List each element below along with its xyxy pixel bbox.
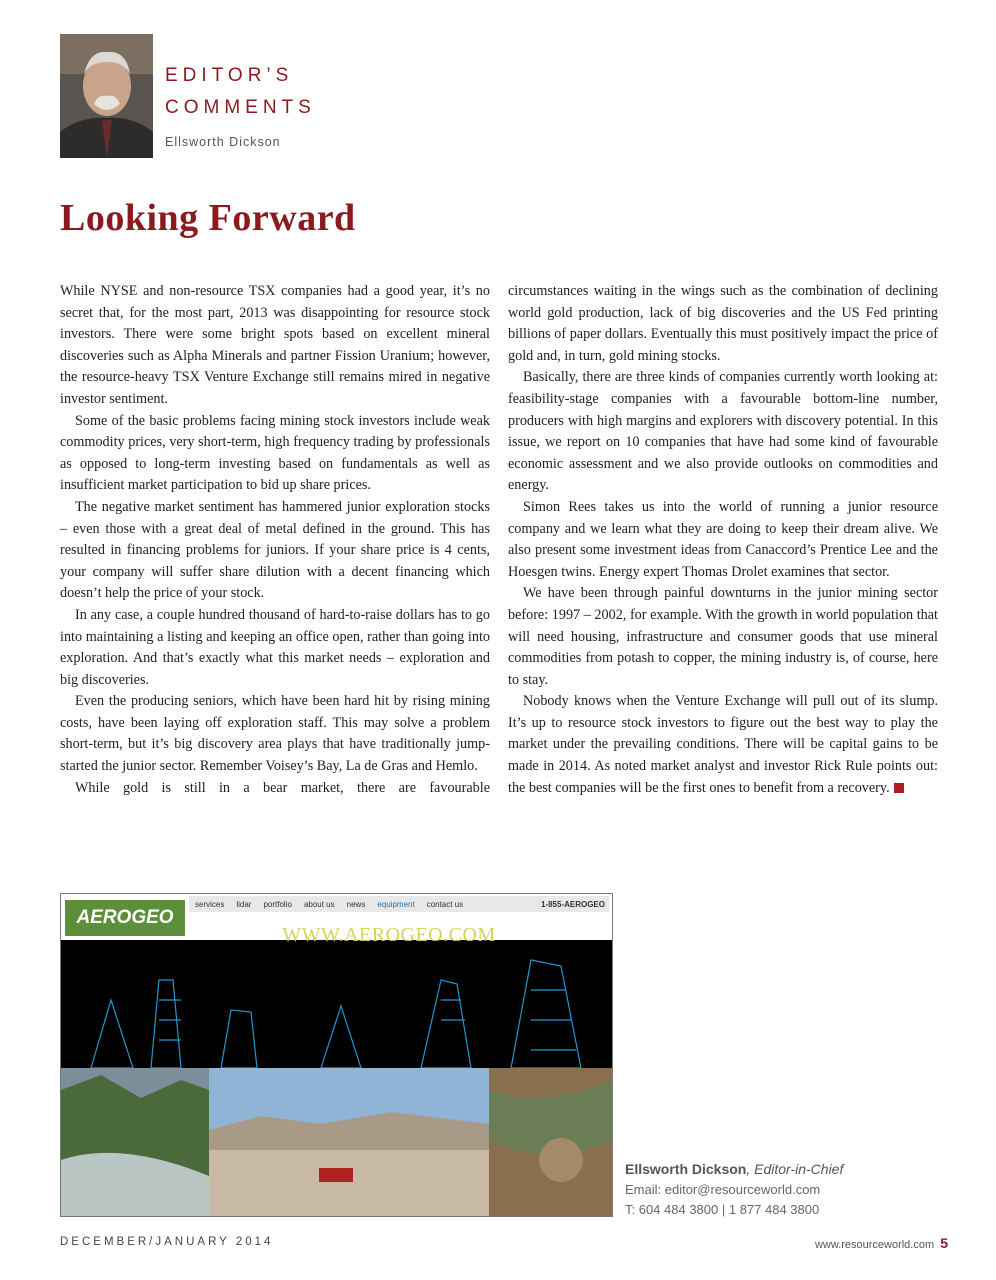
ad-nav-item: services xyxy=(195,899,225,909)
paragraph: Even the producing seniors, which have been hard hit by rising mining costs, have been laying off exploration staff. This may solve a problem short-term, but it’s big discovery area plays that have traditionally jump-started the junior sector. Remember Voisey’s Bay, La de Gras and Hemlo. xyxy=(60,693,490,775)
ad-phone: 1-855-AEROGEO xyxy=(540,899,605,909)
paragraph: Simon Rees takes us into the world of running a junior resource company and we learn what they are doing to keep their dream alive. We also present some investment ideas from Canaccord’s Prentice Lee and the Hoesgen twins. Energy expert Thomas Drolet examines that sector. xyxy=(508,498,938,580)
editor-email: Email: editor@resourceworld.com xyxy=(625,1182,821,1197)
section-label-line2: COMMENTS xyxy=(165,97,316,118)
editor-role: , Editor-in-Chief xyxy=(746,1161,844,1177)
editor-name: Ellsworth Dickson xyxy=(625,1161,747,1177)
ad-url: WWW.AEROGEO.COM xyxy=(282,924,496,946)
paragraph-text: Nobody knows when the Venture Exchange will pull out of its slump. It’s up to resource stock investors to figure out the best way to play the market under the prevailing conditions. There will be capital gains to be made in 2014. As noted market analyst and investor Rick Rule points out: the best companies will be the first ones to benefit from a recovery. xyxy=(508,693,938,796)
article-column-1 xyxy=(60,281,490,799)
ad-nav-item: news xyxy=(346,899,366,909)
article-column-2 xyxy=(508,281,938,799)
paragraph: In any case, a couple hundred thousand of hard-to-raise dollars has to go into maintaining a listing and keeping an office open, rather than going into exploration. And that’s exactly what this market needs – exploration and big discoveries. xyxy=(60,606,490,688)
aerogeo-advertisement[interactable] xyxy=(60,893,613,1217)
paragraph: We have been through painful downturns in the junior mining sector before: 1997 – 2002, for example. With the growth in world population that will need housing, infrastructure and consumer goods that use mineral commodities from potash to copper, the mining industry is, of course, here to stay. xyxy=(508,585,938,688)
ad-nav-item: contact us xyxy=(426,899,464,909)
page-number: 5 xyxy=(940,1235,948,1251)
paragraph: circumstances waiting in the wings such as the combination of declining world gold production, lack of big discoveries and the US Fed printing billions of paper dollars. Eventually this must positively impact the price of gold and, in turn, gold mining stocks. xyxy=(508,283,938,364)
author-byline: Ellsworth Dickson xyxy=(165,135,281,149)
paragraph-last xyxy=(508,691,938,799)
paragraph: Some of the basic problems facing mining stock investors include weak commodity prices, very short-term, high frequency trading by professionals as opposed to long-term investing based on fundamentals as well as insufficient market participation to bid up share prices. xyxy=(60,412,490,494)
ad-scene-image xyxy=(61,940,612,1216)
author-photo xyxy=(60,34,153,158)
contact-line-name xyxy=(625,1159,843,1180)
paragraph: Basically, there are three kinds of companies currently worth looking at: feasibility-stage companies with a favourable bottom-line number, producers with high margins and explorers with discovery potential. In this issue, we report on 10 companies that have had some kind of favourable economic assessment and we also provide outlooks on commodities and energy. xyxy=(508,369,938,494)
ad-nav-item: about us xyxy=(303,899,335,909)
ad-nav-item: equipment xyxy=(377,899,415,909)
ad-logo: AEROGEO xyxy=(65,900,185,936)
paragraph: While gold is still in a bear market, there are favourable xyxy=(75,779,490,796)
ad-nav xyxy=(189,896,609,912)
paragraph: While NYSE and non-resource TSX companies had a good year, it’s no secret that, for the most part, 2013 was disappointing for resource stock investors. There were some bright spots based on excellent mineral discoveries such as Alpha Minerals and partner Fission Uranium; however, the resource-heavy TSX Venture Exchange still remains mired in negative investor sentiment. xyxy=(60,283,490,407)
ad-nav-item: portfolio xyxy=(263,899,292,909)
paragraph: The negative market sentiment has hammered junior exploration stocks – even those with a great deal of metal defined in the ground. This has resulted in financing problems for juniors. If your share price is 4 cents, your company will suffer share dilution with a decent financing which doesn’t help the price of your stock. xyxy=(60,498,490,602)
article-title: Looking Forward xyxy=(60,197,356,239)
section-label xyxy=(165,60,316,124)
editor-phone: T: 604 484 3800 | 1 877 484 3800 xyxy=(625,1202,820,1217)
issue-date: DECEMBER/JANUARY 2014 xyxy=(60,1236,274,1248)
ad-nav-item: lidar xyxy=(236,899,252,909)
editor-contact xyxy=(625,1159,843,1220)
footer-right xyxy=(815,1235,948,1251)
website-link[interactable]: www.resourceworld.com xyxy=(814,1239,935,1251)
end-mark-icon xyxy=(894,783,904,793)
section-label-line1: EDITOR’S xyxy=(165,65,294,86)
